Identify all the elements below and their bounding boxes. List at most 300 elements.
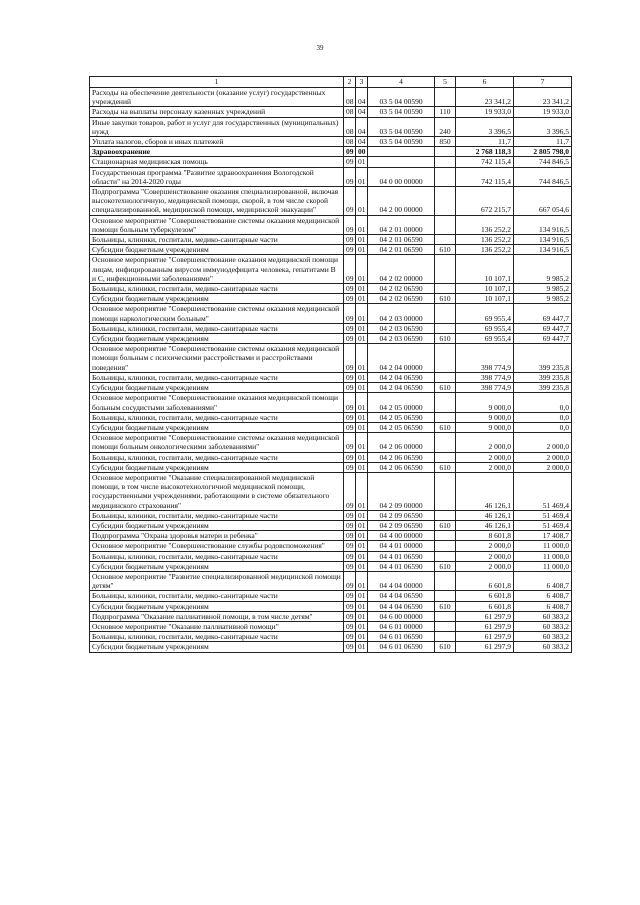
table-row: [90, 157, 572, 167]
target-article-code: 04 2 00 00000: [368, 187, 435, 216]
header-cell: 3: [356, 77, 368, 88]
target-article-code: 04 2 09 00000: [368, 472, 435, 510]
subsection-code: 01: [356, 372, 368, 382]
section-code: 09: [344, 157, 356, 167]
item-name: Субсидии бюджетным учреждениям: [90, 642, 344, 652]
section-code: 09: [344, 422, 356, 432]
section-code: 09: [344, 510, 356, 520]
table-row: [90, 235, 572, 245]
item-name: Больницы, клиники, госпитали, медико-санитарные части: [90, 452, 344, 462]
table-row: [90, 284, 572, 294]
amount-year-2: 399 235,8: [514, 383, 572, 393]
table-row: [90, 462, 572, 472]
header-cell: 2: [344, 77, 356, 88]
subsection-code: 01: [356, 472, 368, 510]
section-code: 08: [344, 117, 356, 136]
amount-year-1: 398 774,9: [456, 383, 514, 393]
item-name: Подпрограмма "Оказание паллиативной помощи, в том числе детям": [90, 611, 344, 621]
amount-year-1: 61 297,9: [456, 621, 514, 631]
section-code: 09: [344, 642, 356, 652]
section-code: 09: [344, 412, 356, 422]
expense-type-code: [435, 541, 456, 551]
amount-year-1: 10 107,1: [456, 294, 514, 304]
target-article-code: 04 2 02 06590: [368, 294, 435, 304]
target-article-code: 04 2 06 06590: [368, 462, 435, 472]
amount-year-1: 6 601,8: [456, 571, 514, 590]
table-row: [90, 294, 572, 304]
subsection-code: 01: [356, 452, 368, 462]
table-row: [90, 452, 572, 462]
amount-year-2: 9 985,2: [514, 284, 572, 294]
section-code: 09: [344, 323, 356, 333]
amount-year-1: 2 768 118,3: [456, 147, 514, 157]
amount-year-1: 23 341,2: [456, 88, 514, 107]
expense-type-code: 610: [435, 642, 456, 652]
amount-year-1: 136 252,2: [456, 235, 514, 245]
amount-year-2: 9 985,2: [514, 255, 572, 284]
subsection-code: 01: [356, 344, 368, 373]
expense-type-code: 610: [435, 334, 456, 344]
amount-year-1: 6 601,8: [456, 601, 514, 611]
expense-type-code: [435, 393, 456, 412]
item-name: Больницы, клиники, госпитали, медико-санитарные части: [90, 551, 344, 561]
subsection-code: 01: [356, 393, 368, 412]
target-article-code: 04 2 01 06590: [368, 235, 435, 245]
table-row: [90, 88, 572, 107]
amount-year-1: 69 955,4: [456, 304, 514, 323]
section-code: 08: [344, 137, 356, 147]
amount-year-2: 2 000,0: [514, 462, 572, 472]
amount-year-1: 742 115,4: [456, 167, 514, 186]
amount-year-2: 11 000,0: [514, 551, 572, 561]
expense-type-code: [435, 632, 456, 642]
section-code: 09: [344, 462, 356, 472]
header-cell: 6: [456, 77, 514, 88]
section-code: 09: [344, 294, 356, 304]
expense-type-code: [435, 323, 456, 333]
subsection-code: 01: [356, 433, 368, 452]
subsection-code: 00: [356, 147, 368, 157]
item-name: Субсидии бюджетным учреждениям: [90, 561, 344, 571]
subsection-code: 01: [356, 621, 368, 631]
section-code: 09: [344, 255, 356, 284]
subsection-code: 01: [356, 632, 368, 642]
expense-type-code: [435, 304, 456, 323]
target-article-code: 04 4 04 06590: [368, 591, 435, 601]
expense-type-code: [435, 510, 456, 520]
expense-type-code: 240: [435, 117, 456, 136]
amount-year-2: 11,7: [514, 137, 572, 147]
table-row: [90, 591, 572, 601]
item-name: Основное мероприятие "Совершенствование оказания медицинской помощи больным сосудистыми заболеваниями": [90, 393, 344, 412]
amount-year-1: 9 000,0: [456, 393, 514, 412]
item-name: Основное мероприятие "Оказание паллиативной помощи": [90, 621, 344, 631]
amount-year-2: 0,0: [514, 412, 572, 422]
target-article-code: 03 5 04 00590: [368, 117, 435, 136]
expense-type-code: [435, 147, 456, 157]
table-row: [90, 642, 572, 652]
item-name: Уплата налогов, сборов и иных платежей: [90, 137, 344, 147]
table-row: [90, 372, 572, 382]
amount-year-1: 398 774,9: [456, 372, 514, 382]
table-row: [90, 531, 572, 541]
item-name: Расходы на обеспечение деятельности (оказание услуг) государственных учреждений: [90, 88, 344, 107]
item-name: Субсидии бюджетным учреждениям: [90, 422, 344, 432]
item-name: Субсидии бюджетным учреждениям: [90, 245, 344, 255]
section-code: 09: [344, 245, 356, 255]
target-article-code: 04 2 05 00000: [368, 393, 435, 412]
target-article-code: 04 6 01 06590: [368, 632, 435, 642]
target-article-code: 04 2 04 06590: [368, 383, 435, 393]
amount-year-2: 51 469,4: [514, 520, 572, 530]
table-row: [90, 215, 572, 234]
subsection-code: 04: [356, 107, 368, 117]
item-name: Основное мероприятие "Оказание специализированной медицинской помощи, в том числе высокотехнологичной медицинской помощи, государственными учреждениями, работающими в системе обязательного медицинского страхования": [90, 472, 344, 510]
subsection-code: 01: [356, 245, 368, 255]
target-article-code: 04 2 01 06590: [368, 245, 435, 255]
table-row: [90, 510, 572, 520]
subsection-code: 01: [356, 510, 368, 520]
subsection-code: 01: [356, 187, 368, 216]
amount-year-2: 19 933,0: [514, 107, 572, 117]
expense-type-code: [435, 412, 456, 422]
page-number: 39: [316, 44, 324, 52]
section-code: 09: [344, 235, 356, 245]
subsection-code: 01: [356, 157, 368, 167]
subsection-code: 01: [356, 284, 368, 294]
header-cell: 7: [514, 77, 572, 88]
subsection-code: 01: [356, 531, 368, 541]
header-row: [90, 77, 572, 88]
header-cell: 5: [435, 77, 456, 88]
amount-year-2: 3 396,5: [514, 117, 572, 136]
table-row: [90, 611, 572, 621]
amount-year-2: 6 408,7: [514, 571, 572, 590]
item-name: Основное мероприятие "Совершенствование системы оказания медицинской помощи больным туберкулезом": [90, 215, 344, 234]
item-name: Стационарная медицинская помощь: [90, 157, 344, 167]
target-article-code: 04 2 04 06590: [368, 372, 435, 382]
expense-type-code: [435, 591, 456, 601]
section-code: 09: [344, 520, 356, 530]
section-code: 09: [344, 383, 356, 393]
target-article-code: [368, 147, 435, 157]
section-code: 09: [344, 187, 356, 216]
expense-type-code: [435, 235, 456, 245]
section-code: 09: [344, 334, 356, 344]
item-name: Больницы, клиники, госпитали, медико-санитарные части: [90, 235, 344, 245]
amount-year-2: 2 000,0: [514, 433, 572, 452]
table-row: [90, 304, 572, 323]
amount-year-1: 2 000,0: [456, 452, 514, 462]
table-row: [90, 422, 572, 432]
table-row: [90, 245, 572, 255]
amount-year-1: 61 297,9: [456, 642, 514, 652]
expense-type-code: [435, 571, 456, 590]
amount-year-2: 60 383,2: [514, 642, 572, 652]
expense-type-code: [435, 551, 456, 561]
target-article-code: 04 6 01 06590: [368, 642, 435, 652]
section-code: 09: [344, 621, 356, 631]
expense-type-code: [435, 531, 456, 541]
target-article-code: 04 4 01 06590: [368, 561, 435, 571]
section-code: 09: [344, 541, 356, 551]
table-row: [90, 255, 572, 284]
amount-year-2: 69 447,7: [514, 334, 572, 344]
amount-year-2: 744 846,5: [514, 167, 572, 186]
target-article-code: 04 2 02 00000: [368, 255, 435, 284]
expense-type-code: [435, 452, 456, 462]
amount-year-2: 11 000,0: [514, 541, 572, 551]
amount-year-1: 672 215,7: [456, 187, 514, 216]
target-article-code: 03 5 04 00590: [368, 88, 435, 107]
item-name: Иные закупки товаров, работ и услуг для государственных (муниципальных) нужд: [90, 117, 344, 136]
target-article-code: 04 2 04 00000: [368, 344, 435, 373]
target-article-code: 04 2 03 06590: [368, 323, 435, 333]
section-code: 09: [344, 601, 356, 611]
table-row: [90, 551, 572, 561]
amount-year-2: 134 916,5: [514, 215, 572, 234]
target-article-code: 04 4 04 06590: [368, 601, 435, 611]
amount-year-1: 46 126,1: [456, 520, 514, 530]
amount-year-1: 9 000,0: [456, 422, 514, 432]
target-article-code: 04 2 09 06590: [368, 510, 435, 520]
table-row: [90, 167, 572, 186]
amount-year-2: 744 846,5: [514, 157, 572, 167]
section-code: 09: [344, 632, 356, 642]
amount-year-2: 60 383,2: [514, 611, 572, 621]
section-code: 09: [344, 393, 356, 412]
table-body: [90, 77, 572, 653]
expense-type-code: 610: [435, 294, 456, 304]
amount-year-2: 23 341,2: [514, 88, 572, 107]
target-article-code: 04 2 03 00000: [368, 304, 435, 323]
subsection-code: 01: [356, 520, 368, 530]
target-article-code: 04 4 00 00000: [368, 531, 435, 541]
target-article-code: 04 2 05 06590: [368, 412, 435, 422]
item-name: Основное мероприятие "Совершенствование системы оказания медицинской помощи наркологическим больным": [90, 304, 344, 323]
table-row: [90, 383, 572, 393]
subsection-code: 01: [356, 611, 368, 621]
table-row: [90, 323, 572, 333]
subsection-code: 01: [356, 642, 368, 652]
subsection-code: 01: [356, 167, 368, 186]
amount-year-2: 11 000,0: [514, 561, 572, 571]
table-row: [90, 393, 572, 412]
expense-type-code: [435, 215, 456, 234]
table-row: [90, 520, 572, 530]
amount-year-1: 2 000,0: [456, 541, 514, 551]
item-name: Основное мероприятие "Совершенствование системы оказания медицинской помощи больным с психическими расстройствами и расстройствами поведения": [90, 344, 344, 373]
amount-year-2: 69 447,7: [514, 323, 572, 333]
subsection-code: 01: [356, 323, 368, 333]
subsection-code: 01: [356, 551, 368, 561]
section-code: 09: [344, 147, 356, 157]
expense-type-code: [435, 167, 456, 186]
subsection-code: 01: [356, 541, 368, 551]
expense-type-code: 110: [435, 107, 456, 117]
section-code: 09: [344, 284, 356, 294]
target-article-code: 03 5 04 00590: [368, 107, 435, 117]
amount-year-1: 19 933,0: [456, 107, 514, 117]
expense-type-code: 610: [435, 462, 456, 472]
amount-year-1: 46 126,1: [456, 510, 514, 520]
expense-type-code: [435, 433, 456, 452]
amount-year-2: 60 383,2: [514, 632, 572, 642]
target-article-code: 04 2 03 06590: [368, 334, 435, 344]
item-name: Субсидии бюджетным учреждениям: [90, 334, 344, 344]
target-article-code: 04 4 01 06590: [368, 551, 435, 561]
section-code: 09: [344, 611, 356, 621]
amount-year-1: 3 396,5: [456, 117, 514, 136]
amount-year-1: 61 297,9: [456, 632, 514, 642]
section-code: 09: [344, 372, 356, 382]
subsection-code: 01: [356, 601, 368, 611]
amount-year-1: 9 000,0: [456, 412, 514, 422]
amount-year-1: 136 252,2: [456, 245, 514, 255]
expense-type-code: [435, 88, 456, 107]
budget-table: [89, 76, 572, 653]
expense-type-code: [435, 472, 456, 510]
item-name: Субсидии бюджетным учреждениям: [90, 462, 344, 472]
section-code: 09: [344, 472, 356, 510]
header-cell: 4: [368, 77, 435, 88]
subsection-code: 01: [356, 383, 368, 393]
item-name: Больницы, клиники, госпитали, медико-санитарные части: [90, 323, 344, 333]
item-name: Основное мероприятие "Развитие специализированной медицинской помощи детям": [90, 571, 344, 590]
amount-year-1: 2 000,0: [456, 433, 514, 452]
target-article-code: 04 4 01 00000: [368, 541, 435, 551]
item-name: Субсидии бюджетным учреждениям: [90, 383, 344, 393]
table-row: [90, 187, 572, 216]
target-article-code: 04 6 01 00000: [368, 621, 435, 631]
subsection-code: 01: [356, 591, 368, 601]
item-name: Здравоохранение: [90, 147, 344, 157]
amount-year-1: 742 115,4: [456, 157, 514, 167]
expense-type-code: [435, 255, 456, 284]
subsection-code: 01: [356, 294, 368, 304]
expense-type-code: 610: [435, 422, 456, 432]
target-article-code: 04 2 09 06590: [368, 520, 435, 530]
target-article-code: 04 2 01 00000: [368, 215, 435, 234]
amount-year-2: 2 000,0: [514, 452, 572, 462]
subsection-code: 01: [356, 571, 368, 590]
amount-year-2: 51 469,4: [514, 510, 572, 520]
item-name: Больницы, клиники, госпитали, медико-санитарные части: [90, 284, 344, 294]
subsection-code: 01: [356, 255, 368, 284]
section-code: 09: [344, 561, 356, 571]
subsection-code: 04: [356, 137, 368, 147]
amount-year-2: 0,0: [514, 422, 572, 432]
table-row: [90, 561, 572, 571]
subsection-code: 04: [356, 117, 368, 136]
item-name: Подпрограмма "Совершенствование оказания специализированной, включая высокотехнологичную, медицинской помощи, скорой, в том числе скорой специализированной, медицинской помощи, медицинской эвакуации": [90, 187, 344, 216]
amount-year-1: 10 107,1: [456, 255, 514, 284]
item-name: Больницы, клиники, госпитали, медико-санитарные части: [90, 372, 344, 382]
amount-year-1: 2 000,0: [456, 462, 514, 472]
amount-year-1: 136 252,2: [456, 215, 514, 234]
amount-year-2: 6 408,7: [514, 591, 572, 601]
expense-type-code: [435, 157, 456, 167]
table-row: [90, 541, 572, 551]
amount-year-2: 17 408,7: [514, 531, 572, 541]
amount-year-1: 46 126,1: [456, 472, 514, 510]
table-row: [90, 137, 572, 147]
amount-year-1: 11,7: [456, 137, 514, 147]
expense-type-code: [435, 372, 456, 382]
expense-type-code: 850: [435, 137, 456, 147]
item-name: Основное мероприятие "Совершенствование службы родовспоможения": [90, 541, 344, 551]
item-name: Субсидии бюджетным учреждениям: [90, 294, 344, 304]
amount-year-1: 2 000,0: [456, 551, 514, 561]
item-name: Государственная программа "Развитие здравоохранения Вологодской области" на 2014-2020 годы: [90, 167, 344, 186]
table-row: [90, 621, 572, 631]
item-name: Больницы, клиники, госпитали, медико-санитарные части: [90, 510, 344, 520]
amount-year-2: 0,0: [514, 393, 572, 412]
table-row: [90, 344, 572, 373]
section-code: 09: [344, 531, 356, 541]
expense-type-code: 610: [435, 383, 456, 393]
item-name: Больницы, клиники, госпитали, медико-санитарные части: [90, 632, 344, 642]
subsection-code: 01: [356, 561, 368, 571]
target-article-code: 04 4 04 00000: [368, 571, 435, 590]
amount-year-1: 69 955,4: [456, 334, 514, 344]
expense-type-code: [435, 344, 456, 373]
target-article-code: 04 2 06 06590: [368, 452, 435, 462]
target-article-code: 04 0 00 00000: [368, 167, 435, 186]
item-name: Основное мероприятие "Совершенствование оказания медицинской помощи лицам, инфицированным вирусом иммунодефицита человека, гепатитами В и С, инфекционными заболеваниями": [90, 255, 344, 284]
subsection-code: 01: [356, 334, 368, 344]
amount-year-2: 9 985,2: [514, 294, 572, 304]
table-row: [90, 571, 572, 590]
expense-type-code: [435, 621, 456, 631]
item-name: Расходы на выплаты персоналу казенных учреждений: [90, 107, 344, 117]
table-row: [90, 632, 572, 642]
amount-year-2: 6 408,7: [514, 601, 572, 611]
expense-type-code: 610: [435, 520, 456, 530]
amount-year-2: 399 235,8: [514, 372, 572, 382]
amount-year-1: 61 297,9: [456, 611, 514, 621]
amount-year-2: 134 916,5: [514, 235, 572, 245]
section-code: 09: [344, 452, 356, 462]
subsection-code: 01: [356, 462, 368, 472]
subsection-code: 01: [356, 422, 368, 432]
section-code: 09: [344, 433, 356, 452]
item-name: Субсидии бюджетным учреждениям: [90, 601, 344, 611]
table-row: [90, 117, 572, 136]
section-code: 09: [344, 344, 356, 373]
item-name: Больницы, клиники, госпитали, медико-санитарные части: [90, 591, 344, 601]
target-article-code: 04 6 00 00000: [368, 611, 435, 621]
table-row: [90, 107, 572, 117]
target-article-code: 04 2 02 06590: [368, 284, 435, 294]
section-code: 09: [344, 591, 356, 601]
table-row: [90, 433, 572, 452]
amount-year-2: 399 235,8: [514, 344, 572, 373]
item-name: Основное мероприятие "Совершенствование системы оказания медицинской помощи больным онкологическими заболеваниями": [90, 433, 344, 452]
subsection-code: 01: [356, 412, 368, 422]
table-row: [90, 472, 572, 510]
item-name: Подпрограмма "Охрана здоровья матери и ребенка": [90, 531, 344, 541]
amount-year-2: 134 916,5: [514, 245, 572, 255]
section-code: 09: [344, 215, 356, 234]
expense-type-code: 610: [435, 601, 456, 611]
table-row: [90, 412, 572, 422]
target-article-code: 03 5 04 00590: [368, 137, 435, 147]
table-row: [90, 147, 572, 157]
amount-year-2: 51 469,4: [514, 472, 572, 510]
table-row: [90, 334, 572, 344]
amount-year-1: 10 107,1: [456, 284, 514, 294]
